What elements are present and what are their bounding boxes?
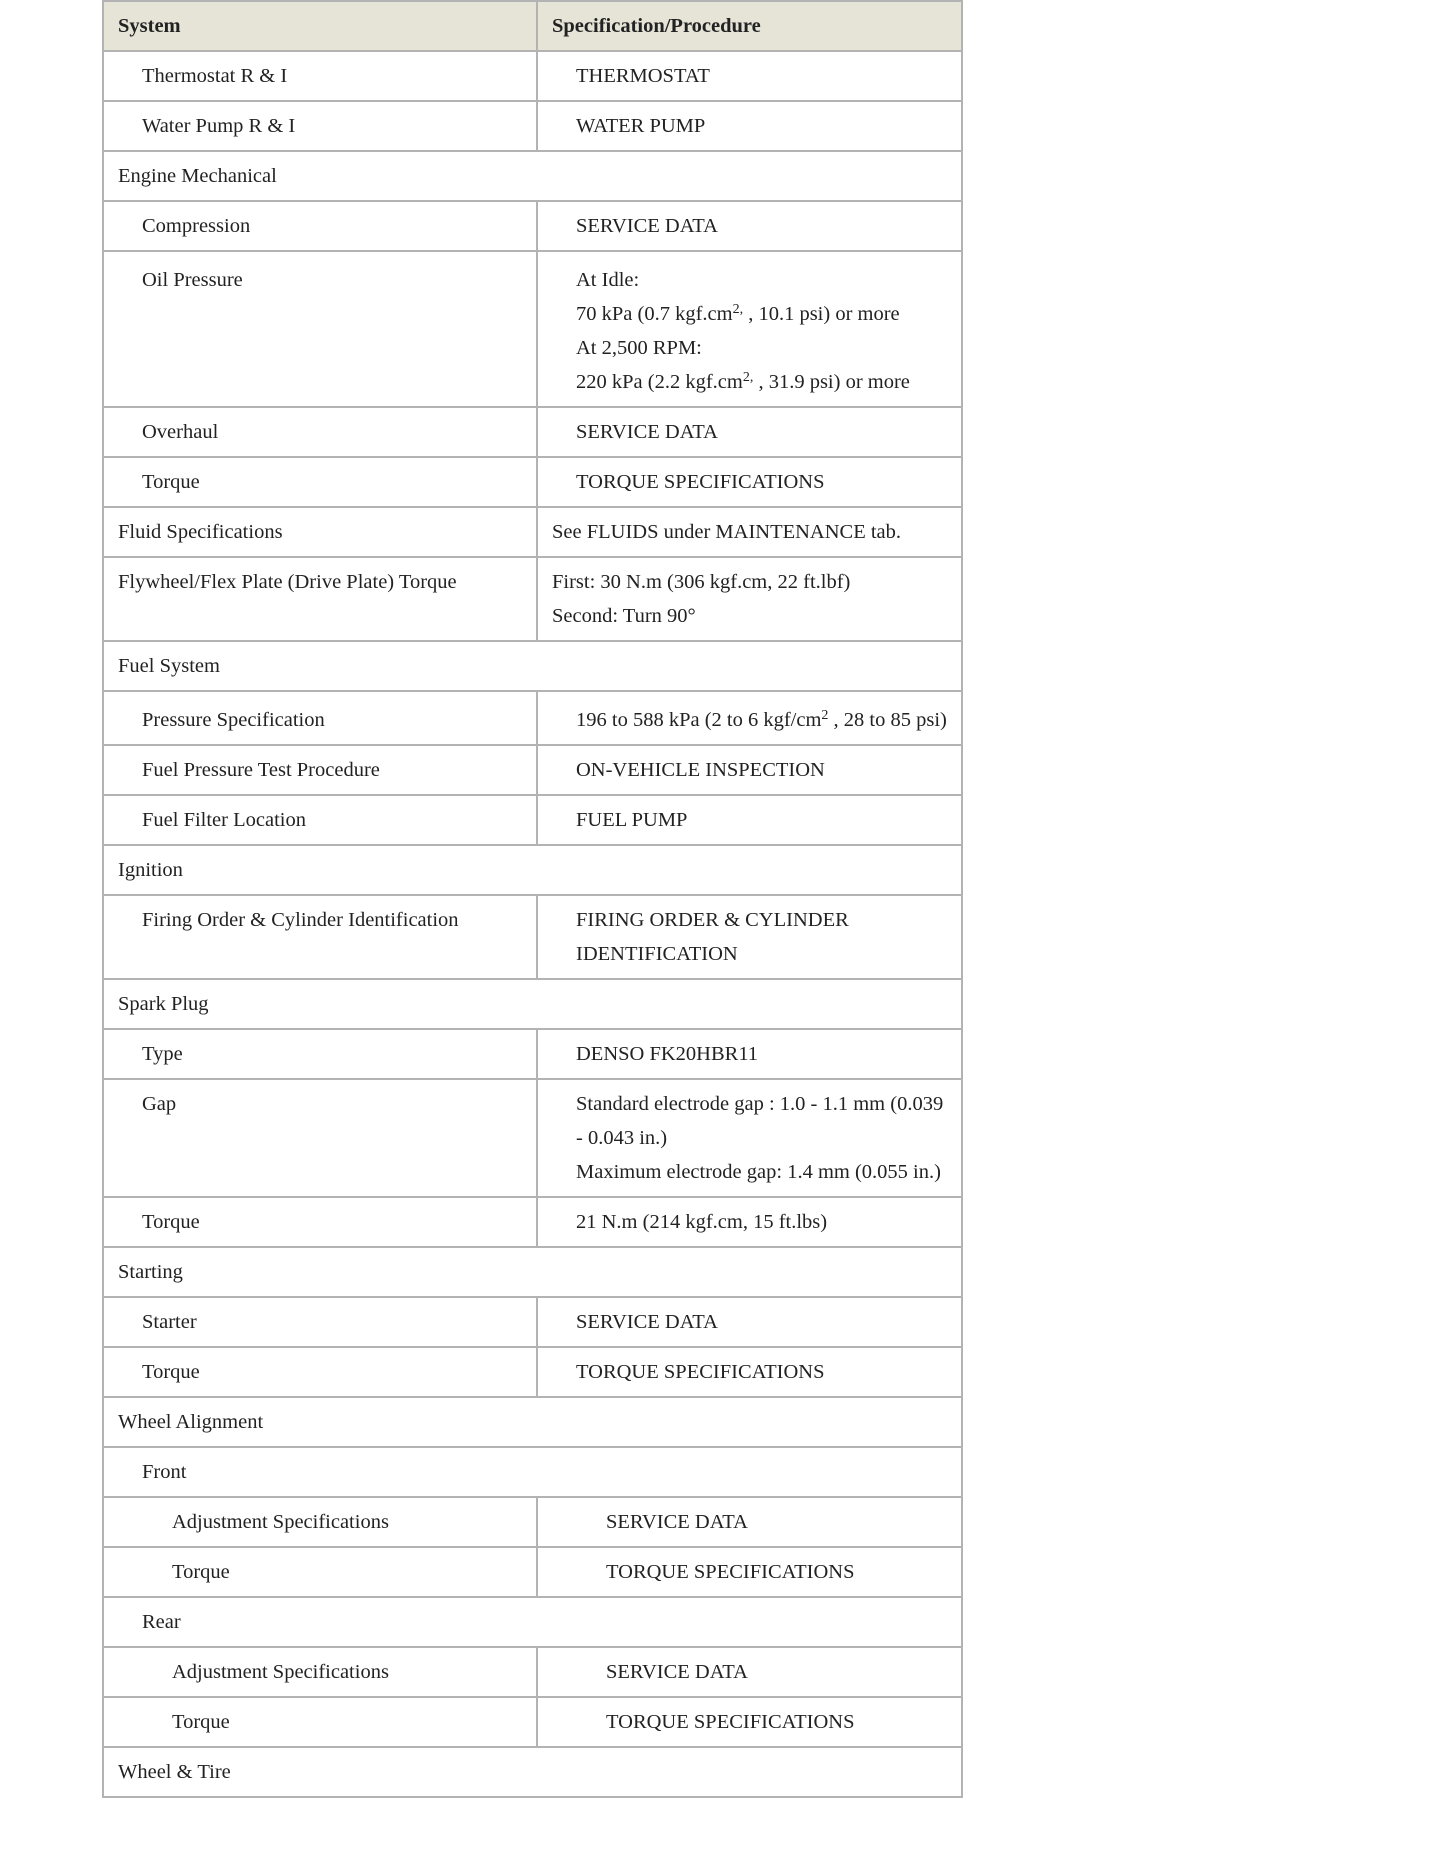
table-row <box>103 1079 962 1197</box>
table-row <box>103 1497 962 1547</box>
section-row <box>103 1247 962 1297</box>
table-row <box>103 1347 962 1397</box>
table-row <box>103 457 962 507</box>
plug-gap-spec <box>537 1079 962 1197</box>
link-fuel-pump[interactable]: FUEL PUMP <box>537 795 962 845</box>
section-row <box>103 1747 962 1797</box>
plug-torque-value: 21 N.m (214 kgf.cm, 15 ft.lbs) <box>537 1197 962 1247</box>
table-row <box>103 1647 962 1697</box>
link-front-torque-specifications[interactable]: TORQUE SPECIFICATIONS <box>537 1547 962 1597</box>
section-row <box>103 845 962 895</box>
table-row <box>103 201 962 251</box>
section-ignition: Ignition <box>103 845 962 895</box>
plug-type-value: DENSO FK20HBR11 <box>537 1029 962 1079</box>
section-spark-plug: Spark Plug <box>103 979 962 1029</box>
table-row <box>103 1029 962 1079</box>
section-row <box>103 979 962 1029</box>
table-row <box>103 251 962 407</box>
section-row <box>103 1397 962 1447</box>
row-label-front-adjustment: Adjustment Specifications <box>103 1497 537 1547</box>
link-thermostat[interactable]: THERMOSTAT <box>537 51 962 101</box>
header-specification: Specification/Procedure <box>537 1 962 51</box>
table-header-row <box>103 1 962 51</box>
oil-pressure-idle-label: At Idle: <box>576 269 640 291</box>
section-row <box>103 1597 962 1647</box>
link-engine-torque-specifications[interactable]: TORQUE SPECIFICATIONS <box>537 457 962 507</box>
header-system: System <box>103 1 537 51</box>
table-row <box>103 101 962 151</box>
table-row <box>103 1547 962 1597</box>
table-row <box>103 795 962 845</box>
link-on-vehicle-inspection[interactable]: ON-VEHICLE INSPECTION <box>537 745 962 795</box>
row-label-fuel-filter-location: Fuel Filter Location <box>103 795 537 845</box>
row-label-flywheel-torque: Flywheel/Flex Plate (Drive Plate) Torque <box>103 557 537 641</box>
table-row <box>103 691 962 745</box>
section-wheel-alignment: Wheel Alignment <box>103 1397 962 1447</box>
row-label-compression: Compression <box>103 201 537 251</box>
specification-table <box>102 0 963 1798</box>
fluid-specifications-note: See FLUIDS under MAINTENANCE tab. <box>537 507 962 557</box>
link-starting-torque-specifications[interactable]: TORQUE SPECIFICATIONS <box>537 1347 962 1397</box>
row-label-plug-gap: Gap <box>103 1079 537 1197</box>
row-label-front-torque: Torque <box>103 1547 537 1597</box>
flywheel-torque-spec <box>537 557 962 641</box>
section-row <box>103 151 962 201</box>
table-row <box>103 51 962 101</box>
subsection-front: Front <box>103 1447 962 1497</box>
row-label-thermostat: Thermostat R & I <box>103 51 537 101</box>
row-label-plug-type: Type <box>103 1029 537 1079</box>
section-row <box>103 1447 962 1497</box>
section-engine-mechanical: Engine Mechanical <box>103 151 962 201</box>
row-label-fuel-pressure-test: Fuel Pressure Test Procedure <box>103 745 537 795</box>
section-row <box>103 641 962 691</box>
plug-gap-maximum: Maximum electrode gap: 1.4 mm (0.055 in.) <box>576 1161 941 1183</box>
row-label-fluid-specifications: Fluid Specifications <box>103 507 537 557</box>
flywheel-second-step: Second: Turn 90° <box>552 605 696 627</box>
row-label-oil-pressure: Oil Pressure <box>103 251 537 407</box>
link-firing-order[interactable]: FIRING ORDER & CYLINDER IDENTIFICATION <box>537 895 962 979</box>
subsection-rear: Rear <box>103 1597 962 1647</box>
oil-pressure-rpm-value: 220 kPa (2.2 $kgf.cm^{2,}$ , 31.9 psi) or more <box>576 370 910 393</box>
row-label-pressure-specification: Pressure Specification <box>103 691 537 745</box>
table-row <box>103 1197 962 1247</box>
oil-pressure-rpm-label: At 2,500 RPM: <box>576 337 702 359</box>
link-front-adjustment-service-data[interactable]: SERVICE DATA <box>537 1497 962 1547</box>
table-row <box>103 1297 962 1347</box>
row-label-water-pump: Water Pump R & I <box>103 101 537 151</box>
fuel-pressure-spec: 196 to 588 kPa (2 to 6 kgf/$cm^2$ , 28 to 85 psi) <box>537 691 962 745</box>
section-wheel-tire: Wheel & Tire <box>103 1747 962 1797</box>
oil-pressure-idle-value: 70 kPa (0.7 $kgf.cm^{2,}$ , 10.1 psi) or more <box>576 302 900 325</box>
row-label-firing-order: Firing Order & Cylinder Identification <box>103 895 537 979</box>
section-fuel-system: Fuel System <box>103 641 962 691</box>
oil-pressure-spec <box>537 251 962 407</box>
table-row <box>103 745 962 795</box>
table-row <box>103 507 962 557</box>
link-rear-torque-specifications[interactable]: TORQUE SPECIFICATIONS <box>537 1697 962 1747</box>
row-label-overhaul: Overhaul <box>103 407 537 457</box>
table-row <box>103 1697 962 1747</box>
link-starter-service-data[interactable]: SERVICE DATA <box>537 1297 962 1347</box>
row-label-plug-torque: Torque <box>103 1197 537 1247</box>
table-row <box>103 557 962 641</box>
row-label-engine-torque: Torque <box>103 457 537 507</box>
flywheel-first-step: First: 30 N.m (306 kgf.cm, 22 ft.lbf) <box>552 571 851 593</box>
link-water-pump[interactable]: WATER PUMP <box>537 101 962 151</box>
table-row <box>103 407 962 457</box>
row-label-starting-torque: Torque <box>103 1347 537 1397</box>
table-row <box>103 895 962 979</box>
link-rear-adjustment-service-data[interactable]: SERVICE DATA <box>537 1647 962 1697</box>
section-starting: Starting <box>103 1247 962 1297</box>
row-label-starter: Starter <box>103 1297 537 1347</box>
row-label-rear-adjustment: Adjustment Specifications <box>103 1647 537 1697</box>
row-label-rear-torque: Torque <box>103 1697 537 1747</box>
link-compression-service-data[interactable]: SERVICE DATA <box>537 201 962 251</box>
link-overhaul-service-data[interactable]: SERVICE DATA <box>537 407 962 457</box>
plug-gap-standard: Standard electrode gap : 1.0 - 1.1 mm (0.039 - 0.043 in.) <box>576 1093 944 1149</box>
